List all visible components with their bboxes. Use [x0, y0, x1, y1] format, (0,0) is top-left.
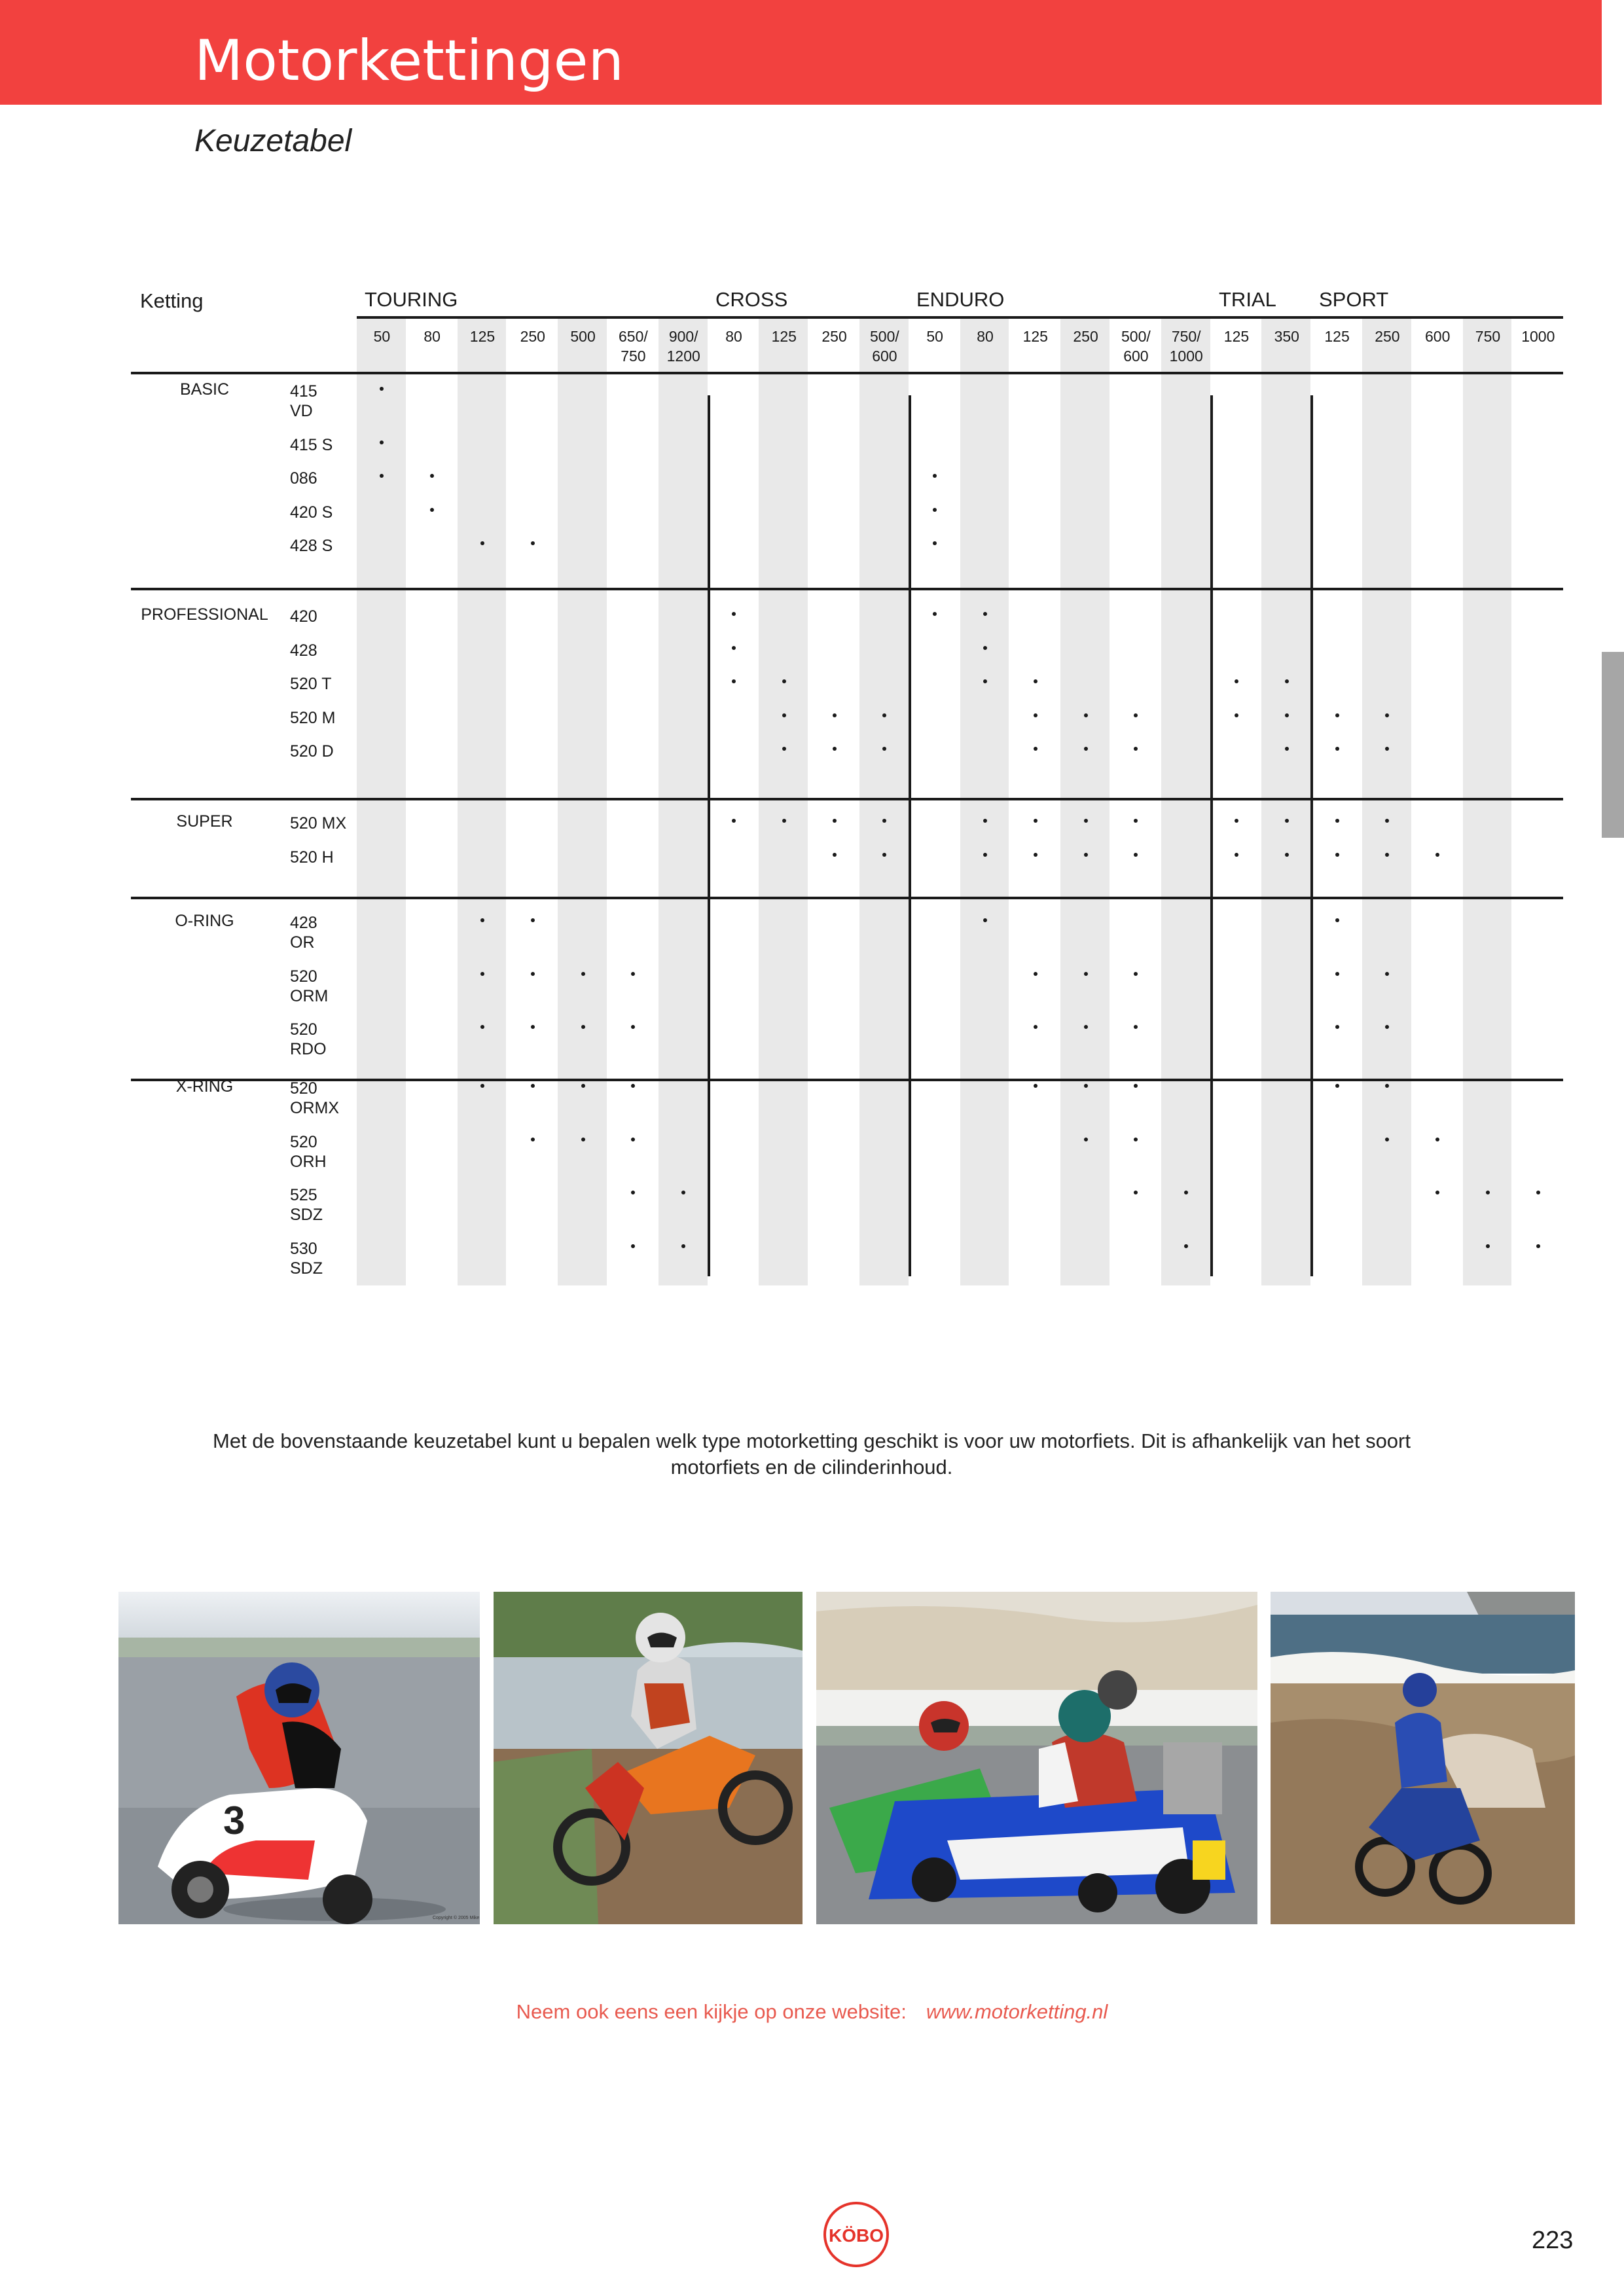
group-divider	[909, 395, 911, 1276]
suitability-mark	[1536, 1191, 1540, 1194]
category-label-x-ring: X-RING	[175, 1077, 234, 1096]
column-stripe	[960, 317, 1009, 1285]
column-label: 750	[1475, 328, 1501, 345]
suitability-mark	[1134, 747, 1138, 751]
suitability-mark	[1486, 1191, 1490, 1194]
suitability-mark	[480, 918, 484, 922]
page-subtitle: Keuzetabel	[194, 124, 352, 158]
suitability-mark	[531, 918, 535, 922]
group-header-cross: CROSS	[715, 288, 788, 311]
chain-type: 428 S	[290, 537, 333, 555]
column-label: 350	[1274, 328, 1299, 345]
column-label: 80	[977, 328, 994, 345]
suitability-mark	[1134, 1191, 1138, 1194]
suitability-mark	[782, 747, 786, 751]
category-divider	[131, 798, 1563, 800]
suitability-mark	[1034, 1084, 1038, 1088]
suitability-mark	[732, 646, 736, 650]
suitability-mark	[983, 612, 987, 616]
suitability-mark	[1335, 747, 1339, 751]
chain-type: 520 H	[290, 848, 334, 867]
chain-type: 520 T	[290, 675, 332, 693]
column-label: 600	[1425, 328, 1451, 345]
website-note	[0, 2000, 1624, 2024]
column-stripe	[659, 317, 708, 1285]
suitability-mark	[631, 1084, 635, 1088]
suitability-mark	[1385, 853, 1389, 857]
chain-type: 520 ORH	[290, 1132, 327, 1171]
column-label: 1000	[1521, 328, 1555, 345]
suitability-mark	[1536, 1244, 1540, 1248]
column-label: 500	[570, 328, 596, 345]
chain-type: 520 RDO	[290, 1020, 327, 1058]
suitability-mark	[1134, 713, 1138, 717]
suitability-mark	[430, 474, 434, 478]
table-caption: Met de bovenstaande keuzetabel kunt u bepalen welk type motorketting geschikt is voor uw motorfiets. Dit is afhankelijk van het soort motorfiets en de cilinderinhoud.	[213, 1429, 1411, 1479]
photo-karting	[816, 1592, 1257, 1924]
logo-text: KÖBO	[829, 2225, 884, 2246]
column-label: 250	[520, 328, 545, 345]
photo-credit: Copyright © 2005 Mike	[433, 1916, 480, 1920]
column-label: 125	[469, 328, 496, 345]
column-label: 250	[1375, 328, 1400, 345]
chain-type: 520 ORMX	[290, 1079, 339, 1117]
suitability-mark	[1084, 1025, 1088, 1029]
chain-type: 530 SDZ	[290, 1239, 323, 1278]
chain-type: 415 S	[290, 435, 333, 454]
suitability-mark	[983, 819, 987, 823]
table-header-rule	[131, 372, 1563, 374]
group-divider	[1210, 395, 1213, 1276]
category-divider	[131, 588, 1563, 590]
column-label: 750/ 1000	[1169, 328, 1203, 365]
suitability-mark	[430, 508, 434, 512]
suitability-mark	[581, 1138, 585, 1141]
suitability-mark	[581, 1084, 585, 1088]
suitability-mark	[1184, 1244, 1188, 1248]
column-label: 500/ 600	[1121, 328, 1151, 365]
suitability-mark	[631, 1138, 635, 1141]
suitability-mark	[1435, 1191, 1439, 1194]
column-label: 900/ 1200	[666, 328, 700, 365]
page-title: Motorkettingen	[194, 28, 624, 94]
group-header-touring: TOURING	[365, 288, 458, 311]
suitability-mark	[531, 541, 535, 545]
suitability-mark	[1285, 713, 1289, 717]
suitability-mark	[1335, 1084, 1339, 1088]
chain-type: 420 S	[290, 503, 333, 522]
column-stripe	[1161, 317, 1210, 1285]
chain-type: 428	[290, 641, 317, 660]
suitability-mark	[1034, 1025, 1038, 1029]
suitability-mark	[933, 474, 937, 478]
suitability-mark	[1285, 747, 1289, 751]
chain-type: 520 ORM	[290, 967, 329, 1005]
category-label-basic: BASIC	[179, 380, 230, 399]
suitability-mark	[933, 508, 937, 512]
suitability-mark	[782, 819, 786, 823]
table-top-rule	[357, 316, 1563, 319]
group-divider	[708, 395, 710, 1276]
table-header-ketting: Ketting	[140, 289, 204, 312]
suitability-mark	[380, 440, 384, 444]
suitability-mark	[1335, 918, 1339, 922]
suitability-mark	[1335, 1025, 1339, 1029]
suitability-mark	[732, 612, 736, 616]
suitability-mark	[1134, 1084, 1138, 1088]
kobo-logo	[822, 2200, 890, 2269]
category-divider	[131, 1079, 1563, 1081]
suitability-mark	[531, 1084, 535, 1088]
column-label: 50	[926, 328, 943, 345]
suitability-mark	[1335, 713, 1339, 717]
chain-type: 525 SDZ	[290, 1186, 323, 1224]
column-label: 80	[725, 328, 742, 345]
suitability-mark	[1134, 1025, 1138, 1029]
photo-motocross	[494, 1592, 803, 1924]
suitability-mark	[1084, 972, 1088, 976]
chain-type: 520 D	[290, 742, 334, 761]
category-label-o-ring: O-RING	[175, 912, 234, 930]
column-stripe	[1463, 317, 1512, 1285]
website-link[interactable]: www.motorketting.nl	[926, 2000, 1108, 2023]
suitability-mark	[833, 853, 837, 857]
suitability-mark	[1235, 679, 1238, 683]
suitability-mark	[1134, 819, 1138, 823]
suitability-mark	[631, 1191, 635, 1194]
suitability-mark	[933, 612, 937, 616]
suitability-mark	[1034, 972, 1038, 976]
suitability-mark	[1385, 1138, 1389, 1141]
column-label: 80	[424, 328, 441, 345]
suitability-mark	[1235, 853, 1238, 857]
suitability-mark	[581, 972, 585, 976]
column-label: 50	[373, 328, 391, 345]
column-stripe	[357, 317, 406, 1285]
suitability-mark	[882, 713, 886, 717]
suitability-mark	[1034, 819, 1038, 823]
suitability-mark	[1084, 819, 1088, 823]
suitability-mark	[1235, 713, 1238, 717]
suitability-mark	[1084, 1138, 1088, 1141]
suitability-mark	[732, 679, 736, 683]
suitability-mark	[531, 972, 535, 976]
chain-type: 420	[290, 607, 317, 626]
suitability-mark	[1034, 679, 1038, 683]
category-divider	[131, 897, 1563, 899]
suitability-mark	[1235, 819, 1238, 823]
suitability-mark	[1084, 713, 1088, 717]
suitability-mark	[882, 853, 886, 857]
column-stripe	[1261, 317, 1310, 1285]
suitability-mark	[1134, 972, 1138, 976]
suitability-mark	[531, 1025, 535, 1029]
suitability-mark	[983, 853, 987, 857]
group-header-enduro: ENDURO	[916, 288, 1005, 311]
suitability-mark	[1134, 1138, 1138, 1141]
suitability-mark	[1285, 819, 1289, 823]
suitability-mark	[1435, 853, 1439, 857]
column-label: 125	[1022, 328, 1048, 345]
suitability-mark	[1084, 747, 1088, 751]
page-number: 223	[1532, 2227, 1574, 2254]
column-label: 125	[1223, 328, 1250, 345]
suitability-mark	[480, 1084, 484, 1088]
suitability-mark	[1385, 713, 1389, 717]
suitability-mark	[1385, 972, 1389, 976]
column-stripe	[759, 317, 808, 1285]
suitability-mark	[480, 541, 484, 545]
website-note-text: Neem ook eens een kijkje op onze website:	[516, 2000, 907, 2023]
suitability-mark	[631, 972, 635, 976]
chain-type: 415 VD	[290, 382, 317, 420]
photo-road-racing	[118, 1592, 480, 1924]
suitability-mark	[1134, 853, 1138, 857]
suitability-mark	[983, 679, 987, 683]
column-label: 250	[821, 328, 847, 345]
suitability-mark	[1034, 853, 1038, 857]
suitability-mark	[1084, 853, 1088, 857]
photo-enduro-beach	[1271, 1592, 1575, 1924]
column-label: 125	[1324, 328, 1350, 345]
suitability-mark	[983, 646, 987, 650]
chain-type: 520 MX	[290, 814, 347, 833]
chain-type: 428 OR	[290, 914, 317, 952]
suitability-mark	[732, 819, 736, 823]
suitability-mark	[833, 819, 837, 823]
suitability-mark	[1335, 819, 1339, 823]
column-label: 125	[771, 328, 797, 345]
suitability-mark	[1435, 1138, 1439, 1141]
suitability-mark	[833, 713, 837, 717]
suitability-mark	[782, 679, 786, 683]
suitability-mark	[1034, 713, 1038, 717]
suitability-mark	[681, 1244, 685, 1248]
column-label: 650/ 750	[619, 328, 648, 365]
group-divider	[1310, 395, 1313, 1276]
group-header-trial: TRIAL	[1219, 288, 1276, 311]
suitability-mark	[782, 713, 786, 717]
column-stripe	[458, 317, 507, 1285]
suitability-mark	[833, 747, 837, 751]
category-label-super: SUPER	[176, 812, 233, 831]
suitability-mark	[480, 1025, 484, 1029]
column-stripe	[859, 317, 909, 1285]
suitability-mark	[1285, 679, 1289, 683]
suitability-mark	[480, 972, 484, 976]
suitability-mark	[531, 1138, 535, 1141]
suitability-mark	[933, 541, 937, 545]
suitability-mark	[1335, 972, 1339, 976]
suitability-mark	[983, 918, 987, 922]
suitability-mark	[631, 1244, 635, 1248]
suitability-mark	[1034, 747, 1038, 751]
column-label: 500/ 600	[870, 328, 899, 365]
svg-text:3: 3	[223, 1799, 245, 1842]
suitability-mark	[631, 1025, 635, 1029]
suitability-mark	[1335, 853, 1339, 857]
column-label: 250	[1073, 328, 1098, 345]
group-header-sport: SPORT	[1319, 288, 1389, 311]
suitability-mark	[1285, 853, 1289, 857]
suitability-mark	[581, 1025, 585, 1029]
chain-type: 086	[290, 469, 317, 488]
chain-type: 520 M	[290, 708, 336, 727]
category-label-professional: PROFESSIONAL	[141, 605, 268, 624]
suitability-mark	[1486, 1244, 1490, 1248]
suitability-mark	[1084, 1084, 1088, 1088]
